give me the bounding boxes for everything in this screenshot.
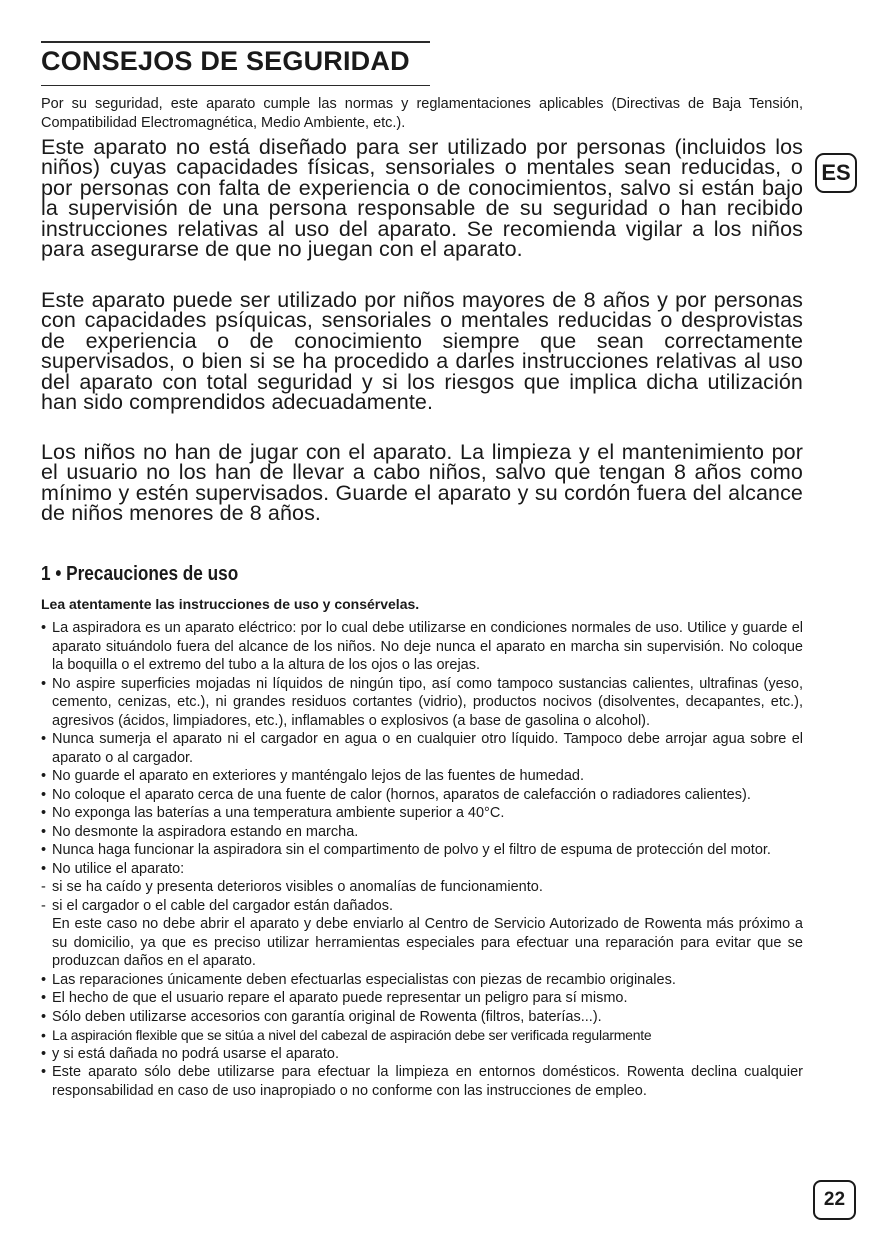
list-item: • La aspiración flexible que se sitúa a nivel del cabezal de aspiración debe ser verificada regularmente: [41, 1027, 652, 1043]
list-item: • No desmonte la aspiradora estando en marcha.: [41, 823, 359, 840]
list-item: • No exponga las baterías a una temperatura ambiente superior a 40°C.: [41, 805, 505, 821]
list-item: • La aspiradora es un aparato eléctrico: por lo cual debe utilizarse en condiciones normales de uso. Utilice y guarde el aparato situándolo fuera del alcance de los niños. No deje nunca el aparato en marcha sin supervisión. No coloque la boquilla o el extremo del tubo a la altura de los ojos o las orejas.: [41, 620, 803, 673]
list-item: • No utilice el aparato:: [41, 860, 185, 877]
page-number: 22: [813, 1180, 856, 1220]
language-badge: ES: [815, 153, 857, 193]
safety-paragraph-3: Los niños no han de jugar con el aparato. La limpieza y el mantenimiento por el usuario no los han de llevar a cabo niños, salvo que tengan 8 años como mínimo y estén supervisados. Guarde el aparato y su cordón fuera del alcance de niños menores de 8 años.: [41, 440, 803, 526]
precautions-list: [41, 619, 803, 1100]
list-item: • Nunca sumerja el aparato ni el cargador en agua o en cualquier otro líquido. Tampoco debe arrojar agua sobre el aparato o al cargador.: [41, 731, 803, 766]
list-item: • No guarde el aparato en exteriores y manténgalo lejos de las fuentes de humedad.: [41, 768, 585, 784]
list-item: - si el cargador o el cable del cargador están dañados.: [41, 897, 393, 914]
intro-paragraph: Por su seguridad, este aparato cumple las normas y reglamentaciones aplicables (Directivas de Baja Tensión, Compatibilidad Electromagnética, Medio Ambiente, etc.).: [41, 96, 803, 131]
list-item: - si se ha caído y presenta deterioros visibles o anomalías de funcionamiento.: [41, 879, 543, 895]
title-rule-bottom: [41, 85, 430, 86]
page-title: CONSEJOS DE SEGURIDAD: [41, 46, 410, 76]
list-item: • Las reparaciones únicamente deben efectuarlas especialistas con piezas de recambio originales.: [41, 971, 676, 988]
list-item: • y si está dañada no podrá usarse el aparato.: [41, 1045, 339, 1062]
list-item: • El hecho de que el usuario repare el aparato puede representar un peligro para sí mismo.: [41, 990, 628, 1006]
list-item: • No aspire superficies mojadas ni líquidos de ningún tipo, así como tampoco sustancias calientes, ultrafinas (yeso, cemento, cenizas, etc.), ni grandes residuos cortantes (vidrio), productos nocivos (disolventes, decapantes, etc.), agresivos (ácidos, limpiadores, etc.), inflamables o explosivos (a base de gasolina o alcohol).: [41, 675, 803, 729]
section-heading: 1 • Precauciones de uso: [41, 563, 239, 585]
safety-paragraph-1: Este aparato no está diseñado para ser utilizado por personas (incluidos los niños) cuyas capacidades físicas, sensoriales o mentales sean reducidas, o por personas con falta de experiencia o de conocimientos, salvo si están bajo la supervisión de una persona responsable de su seguridad o han recibido instrucciones relativas al uso del aparato. Se recomienda vigilar a los niños para asegurarse de que no juegan con el aparato.: [41, 135, 803, 262]
list-item: • Sólo deben utilizarse accesorios con garantía original de Rowenta (filtros, baterías...).: [41, 1008, 602, 1025]
list-item: • Nunca haga funcionar la aspiradora sin el compartimento de polvo y el filtro de espuma de protección del motor.: [41, 842, 771, 858]
list-item: • No coloque el aparato cerca de una fuente de calor (hornos, aparatos de calefacción o radiadores calientes).: [41, 786, 751, 803]
list-item: En este caso no debe abrir el aparato y debe enviarlo al Centro de Servicio Autorizado de Rowenta más próximo a su domicilio, ya que es preciso utilizar herramientas especiales para efectuar una reparación para evitar que se produzcan daños en el aparato.: [52, 916, 803, 969]
list-item: • Este aparato sólo debe utilizarse para efectuar la limpieza en entornos domésticos. Rowenta declina cualquier responsabilidad en caso de uso inapropiado o no conforme con las instrucciones de empleo.: [41, 1064, 803, 1099]
section-subheading: Lea atentamente las instrucciones de uso y consérvelas.: [41, 596, 420, 612]
title-rule-top: [41, 41, 430, 43]
safety-paragraph-2: Este aparato puede ser utilizado por niños mayores de 8 años y por personas con capacidades psíquicas, sensoriales o mentales reducidas o desprovistas de experiencia o de conocimiento siempre que sean correctamente supervisados, o bien si se ha procedido a darles instrucciones relativas al uso del aparato con total seguridad y si los riesgos que implica dicha utilización han sido comprendidos adecuadamente.: [41, 288, 803, 415]
